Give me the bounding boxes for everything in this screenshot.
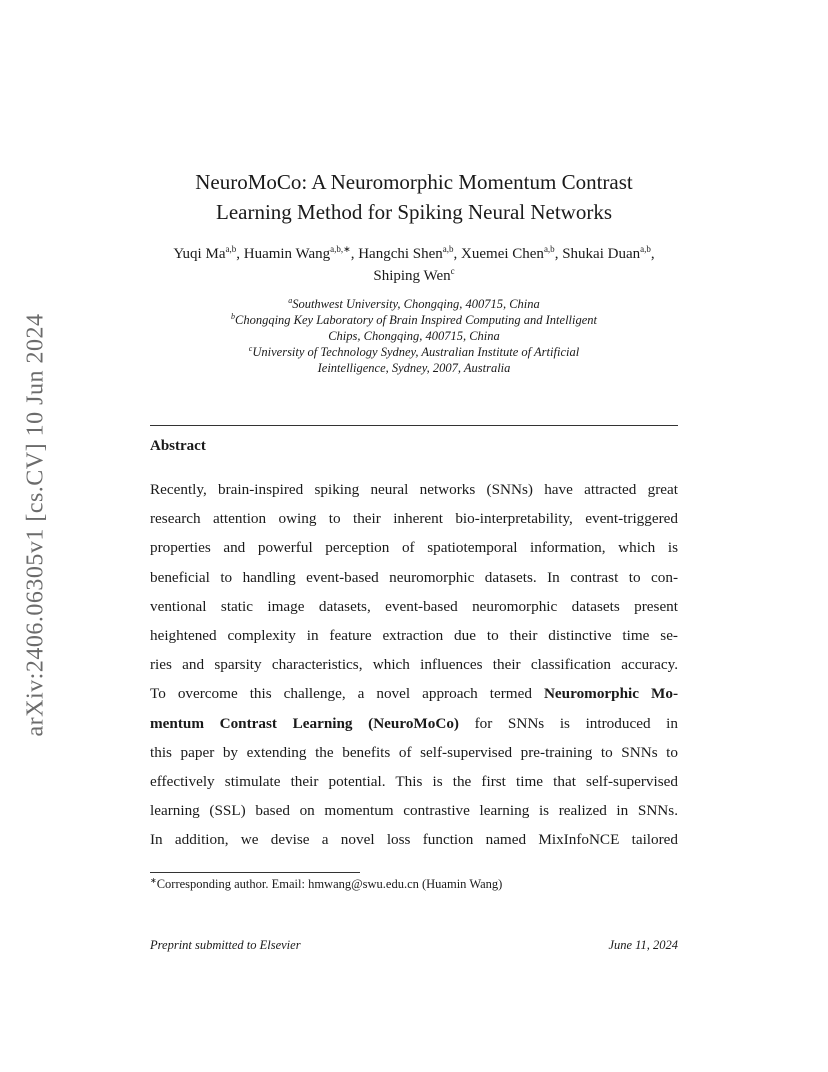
author-name: Shukai Duan [562,246,641,262]
footnote-rule [150,872,360,873]
affiliations [150,296,678,376]
affiliation-c [150,344,678,360]
arxiv-stamp [14,290,58,760]
title-line-2: Learning Method for Spiking Neural Networks [216,200,612,224]
preprint-note: Preprint submitted to Elsevier [150,938,301,952]
abstract-line [150,679,678,708]
abstract-body [150,475,678,855]
affiliation-mark: b [230,312,235,321]
author-affil-mark: a,b [442,244,454,254]
abstract-line: Recently, brain-inspired spiking neural networks (SNNs) have attracted great [150,481,678,498]
abstract-line: ries and sparsity characteristics, which influences their classification accuracy. [150,656,678,674]
affiliation-b-cont: Chips, Chongqing, 400715, China [328,329,500,343]
affiliation-text: University of Technology Sydney, Australian Institute of Artificial [252,345,580,359]
affiliation-mark: a [288,296,293,305]
author-affil-mark: a,b [640,244,651,254]
abstract-line: effectively stimulate their potential. This is the first time that self-supervised [150,773,678,791]
author-name: Huamin Wang [243,246,331,262]
author-name: Yuqi Ma [173,246,226,262]
author-list [150,243,678,287]
affiliation-a [150,296,678,312]
author-name: Shiping Wen [373,268,451,284]
author-separator: , [554,246,563,262]
abstract-line: research attention owing to their inherent bio-interpretability, event-triggered [150,510,678,528]
submission-date: June 11, 2024 [608,938,678,952]
affiliation-mark: c [248,344,253,353]
abstract-line: learning (SSL) based on momentum contrastive learning is realized in SNNs. [150,802,678,820]
author-affil-mark: a,b [225,244,237,254]
abstract-line: ventional static image datasets, event-based neuromorphic datasets present [150,597,678,615]
author-affil-mark: a,b [543,244,555,254]
author-affil-mark: a,b,∗ [330,244,351,254]
header-rule [150,425,678,426]
affiliation-c-cont: Ieintelligence, Sydney, 2007, Australia [317,361,511,375]
abstract-line: this paper by extending the benefits of self-supervised pre-training to SNNs to [150,743,678,761]
affiliation-b [150,312,678,328]
abstract-text: for SNNs is introduced in [458,714,678,732]
affiliation-text: Chongqing Key Laboratory of Brain Inspired Computing and Intelligent [234,313,598,327]
paper-title [150,167,678,227]
method-name-bold: Neuromorphic Mo- [543,685,678,703]
method-name-bold: mentum Contrast Learning (NeuroMoCo) [150,714,459,732]
abstract-heading: Abstract [150,438,206,454]
author-name: Xuemei Chen [461,246,544,262]
author-separator: , [650,246,655,262]
author-affil-mark: c [450,266,455,276]
abstract-line: heightened complexity in feature extraction due to their distinctive time se- [150,627,678,645]
arxiv-stamp-text: arXiv:2406.06305v1 [cs.CV] 10 Jun 2024 [22,313,49,737]
affiliation-text: Southwest University, Chongqing, 400715, China [292,297,540,311]
abstract-line: properties and powerful perception of spatiotemporal information, which is [150,539,678,557]
footnote-text: Corresponding author. Email: hmwang@swu.edu.cn (Huamin Wang) [156,877,503,891]
author-separator: , [350,246,359,262]
abstract-line: beneficial to handling event-based neuromorphic datasets. In contrast to con- [150,568,678,586]
abstract-line: In addition, we devise a novel loss function named MixInfoNCE tailored [150,831,678,849]
author-separator: , [236,246,244,262]
footnote-mark: ∗ [150,876,157,885]
abstract-line [150,709,678,738]
abstract-text: To overcome this challenge, a novel approach termed [150,685,544,703]
author-separator: , [453,246,462,262]
author-name: Hangchi Shen [358,246,443,262]
footnote [150,877,502,892]
title-line-1: NeuroMoCo: A Neuromorphic Momentum Contrast [195,170,633,194]
